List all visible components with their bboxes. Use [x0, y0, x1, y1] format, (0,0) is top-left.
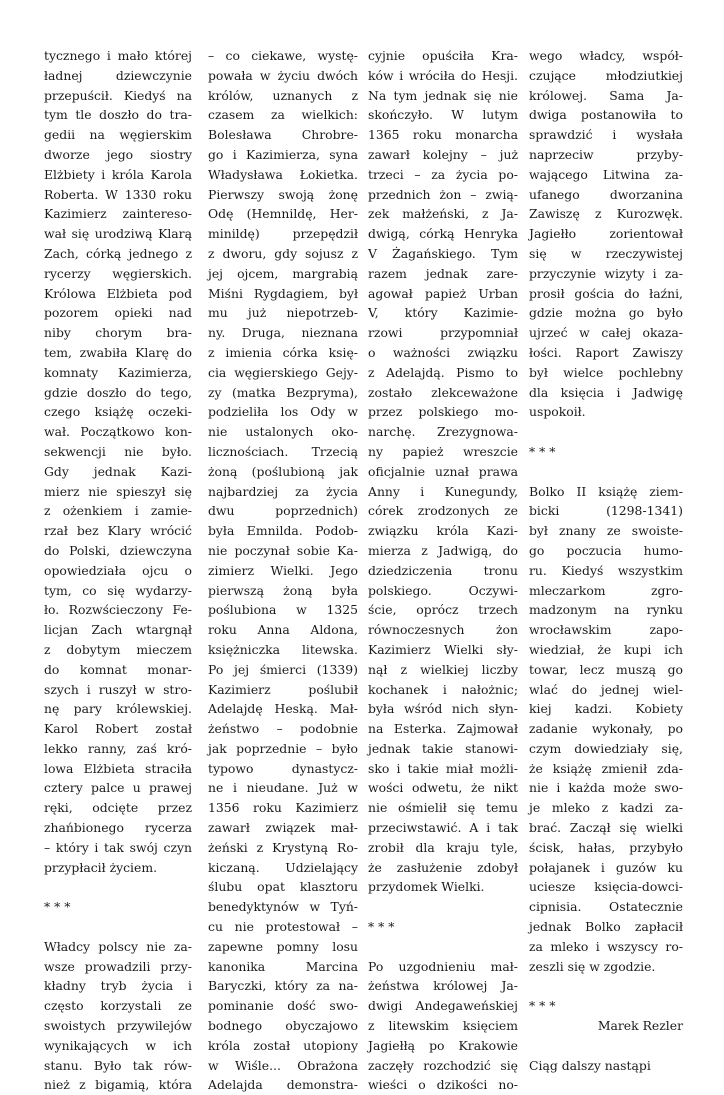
text-line: cyjnie opuściła Kra-: [368, 48, 518, 63]
text-line: komnaty Kazimierza,: [44, 364, 192, 380]
text-line: łości. Raport Zawiszy: [529, 344, 683, 360]
text-line: tym, co się wydarzy-: [44, 582, 192, 598]
text-line: Miśni Rygdagiem, był: [208, 285, 358, 301]
text-line: pominanie dość swo-: [208, 998, 358, 1014]
text-line: zadanie wykonały, po: [529, 721, 683, 737]
text-line: opowiedziała ojcu o: [44, 562, 192, 578]
text-line: z imienia córka księ-: [208, 344, 358, 360]
text-line: – co ciekawe, wystę-: [208, 48, 358, 63]
text-line: żeństwo – podobnie: [208, 721, 358, 737]
text-line: nie ośmielił się temu: [368, 800, 518, 816]
text-line: z dworu, gdy sojusz z: [208, 245, 358, 261]
text-line: roku Anna Aldona,: [208, 622, 358, 638]
text-line: przyczynie wizyty i za-: [529, 265, 683, 281]
text-line: dziedziczenia tronu: [368, 562, 518, 578]
text-line: narchę. Zrezygnowa-: [368, 424, 518, 440]
text-line: je mleko z kadzi za-: [529, 800, 683, 816]
text-line: mu już niepotrzeb-: [208, 305, 358, 321]
text-line: nę pary królewskiej.: [44, 701, 192, 717]
text-line: ny. Druga, nieznana: [208, 325, 358, 341]
text-line: ręki, odcięte przez: [44, 800, 192, 816]
text-line: Odę (Hemnildę, Her-: [208, 206, 358, 222]
text-line: V, który Kazimie-: [368, 305, 518, 321]
text-line: 1356 roku Kazimierz: [208, 800, 358, 816]
text-line: przednich żon – zwią-: [368, 186, 518, 202]
text-line: Władcy polscy nie za-: [44, 938, 192, 954]
author-signature: Marek Rezler: [597, 1018, 683, 1034]
text-line: tym tle doszło do tra-: [44, 107, 192, 123]
text-line: często korzystali ze: [44, 998, 192, 1014]
text-line: z dobytym mieczem: [44, 641, 192, 657]
text-line: V Żagańskiego. Tym: [368, 245, 518, 261]
text-line: dworze jego siostry: [44, 146, 192, 162]
text-line: powała w życiu dwóch: [208, 67, 358, 83]
text-line: tycznego i mało której: [44, 48, 192, 63]
text-line: wającego Litwina za-: [529, 166, 683, 182]
text-line: zek małżeński, z Ja-: [368, 206, 518, 222]
text-line: mleczarkom zgro-: [529, 582, 683, 598]
text-line: pozorem opieki nad: [44, 305, 192, 321]
text-line: wsze prowadzili przy-: [44, 958, 192, 974]
text-line: była Emnilda. Podob-: [208, 523, 358, 539]
text-line: dwigą, córką Henryka: [368, 226, 518, 242]
section-separator: * * *: [529, 443, 556, 459]
text-line: czego książę oczeki-: [44, 404, 192, 420]
text-line: Baryczki, który za na-: [208, 978, 358, 994]
text-line: ufanego dworzanina: [529, 186, 683, 202]
text-line: Adelajdę Heską. Mał-: [208, 701, 358, 717]
text-line: ło. Rozwścieczony Fe-: [44, 602, 192, 618]
text-line: Królowa Elżbieta pod: [44, 285, 192, 301]
text-line: cipnisia. Ostatecznie: [529, 899, 683, 915]
text-line: bicki (1298-1341): [529, 503, 683, 519]
text-line: oficjalnie uznał prawa: [368, 463, 518, 479]
text-line: królowej. Sama Ja-: [529, 87, 683, 103]
paragraph-gap: [529, 1036, 683, 1056]
text-line: typowo dynastycz-: [208, 760, 358, 776]
text-line: kanonika Marcina: [208, 958, 358, 974]
text-line: rycerzy węgierskich.: [44, 265, 192, 281]
text-line: tem, zwabiła Klarę do: [44, 344, 192, 360]
text-line: przydomek Wielki.: [368, 879, 485, 895]
text-line: księżniczka litewska.: [208, 641, 358, 657]
text-column-3: [368, 46, 518, 1095]
text-line: sekwencji nie było.: [44, 443, 192, 459]
text-line: uspokoił.: [529, 404, 586, 420]
text-line: pierwszą żoną była: [208, 582, 358, 598]
text-line: ny papież wreszcie: [368, 443, 518, 459]
text-column-2: [208, 46, 358, 1095]
text-line: był znany ze swoiste-: [529, 523, 683, 539]
text-line: ście, oprócz trzech: [368, 602, 518, 618]
text-line: go i Kazimierza, syna: [208, 146, 358, 162]
text-line: kładny tryb życia i: [44, 978, 192, 994]
text-line: jednak takie stanowi-: [368, 740, 518, 756]
text-line: brać. Zaczął się wielki: [529, 820, 683, 836]
text-line: prosił gościa do łaźni,: [529, 285, 683, 301]
text-line: z Adelajdą. Pismo to: [368, 364, 518, 380]
text-line: króla został utopiony: [208, 1037, 358, 1053]
text-line: zostało zlekceważone: [368, 384, 518, 400]
text-line: madzonym na rynku: [529, 602, 683, 618]
text-line: nął z wielkiej liczby: [368, 661, 518, 677]
text-line: żeństwa królowej Ja-: [368, 978, 518, 994]
text-line: naprzeciw przyby-: [529, 146, 683, 162]
text-line: Po jej śmierci (1339): [208, 661, 358, 677]
text-line: kochanek i nałożnic;: [368, 681, 518, 697]
text-line: licjan Zach wtargnął: [44, 622, 192, 638]
text-line: równoczesnych żon: [368, 622, 518, 638]
text-line: stanu. Było tak rów-: [44, 1057, 192, 1073]
text-line: wał. Początkowo kon-: [44, 424, 192, 440]
text-line: gdzie doszło do tego,: [44, 384, 192, 400]
text-line: wynikających w ich: [44, 1037, 192, 1053]
text-line: zimierz Wielki. Jego: [208, 562, 358, 578]
text-line: ładnej dziewczynie: [44, 67, 192, 83]
paragraph-gap: [529, 976, 683, 996]
text-line: kiej kadzi. Kobiety: [529, 701, 683, 717]
text-line: Adelajda demonstra-: [208, 1077, 358, 1093]
text-line: że książę zmienił zda-: [529, 760, 683, 776]
text-line: Jagiełło zorientował: [529, 226, 683, 242]
text-line: przez polskiego mo-: [368, 404, 518, 420]
text-line: gedii na węgierskim: [44, 127, 192, 143]
text-line: był wielce pochlebny: [529, 364, 683, 380]
text-line: czasem za wielkich:: [208, 107, 358, 123]
text-line: zawarł związek mał-: [208, 820, 358, 836]
text-line: zawarł kolejny – już: [368, 146, 518, 162]
text-line: za mleko i wszyscy ro-: [529, 938, 683, 954]
text-line: ków i wróciła do Hesji.: [368, 67, 518, 83]
text-line: wrocławskim zapo-: [529, 622, 683, 638]
text-line: córek zrodzonych ze: [368, 503, 518, 519]
text-line: ścisk, hałas, przybyło: [529, 839, 683, 855]
section-separator: * * *: [44, 899, 71, 915]
text-line: szych i ruszył w stro-: [44, 681, 192, 697]
text-line: – który i tak swój czyn: [44, 839, 192, 855]
text-line: zeszli się w zgodzie.: [529, 958, 656, 974]
text-line: gdzie można go było: [529, 305, 683, 321]
text-line: wiedział, że kupi ich: [529, 641, 683, 657]
text-line: poślubiona w 1325: [208, 602, 358, 618]
text-line: Bolesława Chrobre-: [208, 127, 358, 143]
paragraph-gap: [529, 462, 683, 482]
text-line: Kazimierz zaintereso-: [44, 206, 192, 222]
paragraph-gap: [44, 877, 192, 897]
text-line: przypłacił życiem.: [44, 859, 158, 875]
text-line: przeciwstawić. A i tak: [368, 820, 518, 836]
text-line: królów, uznanych z: [208, 87, 358, 103]
text-line: ślubu opat klasztoru: [208, 879, 358, 895]
text-line: sko i takie miał możli-: [368, 760, 518, 776]
text-line: jej ojcem, margrabią: [208, 265, 358, 281]
text-line: zrobił dla kraju tyle,: [368, 839, 518, 855]
text-line: licznościach. Trzecią: [208, 443, 358, 459]
text-line: towar, lecz muszą go: [529, 661, 683, 677]
text-line: ru. Kiedyś wszystkim: [529, 562, 683, 578]
text-line: Anny i Kunegundy,: [368, 483, 518, 499]
text-line: minildę) przepędził: [208, 226, 358, 242]
text-line: Pierwszy swoją żonę: [208, 186, 358, 202]
text-line: dwiga postanowiła to: [529, 107, 683, 123]
text-line: rzowi przypomniał: [368, 325, 518, 341]
text-line: się w rzeczywistej: [529, 245, 683, 261]
text-line: wego władcy, współ-: [529, 48, 683, 63]
text-line: o ważności związku: [368, 344, 518, 360]
text-line: jednak Bolko zapłacił: [529, 919, 683, 935]
text-line: dla księcia i Jadwigę: [529, 384, 683, 400]
text-line: mierz nie spieszył się: [44, 483, 192, 499]
text-line: nie i każda może swo-: [529, 780, 683, 796]
text-line: Gdy jednak Kazi-: [44, 463, 192, 479]
text-line: uciesze księcia-dowci-: [529, 879, 683, 895]
text-line: ujrzeć w całej okaza-: [529, 325, 683, 341]
text-line: z ożenkiem i zamie-: [44, 503, 192, 519]
text-line: Władysława Łokietka.: [208, 166, 358, 182]
text-line: związku króla Kazi-: [368, 523, 518, 539]
text-line: czym dowiedziały się,: [529, 740, 683, 756]
text-column-4: [529, 46, 683, 1075]
text-line: że zasłużenie zdobył: [368, 859, 518, 875]
text-line: kiczaną. Udzielający: [208, 859, 358, 875]
text-line: do Polski, dziewczyna: [44, 542, 192, 558]
text-line: najbardziej za życia: [208, 483, 358, 499]
section-separator: * * *: [368, 919, 395, 935]
text-line: rzał bez Klary wrócić: [44, 523, 192, 539]
section-separator: * * *: [529, 998, 556, 1014]
text-line: żeński z Krystyną Ro-: [208, 839, 358, 855]
text-line: go poczucia humo-: [529, 542, 683, 558]
text-line: Elżbiety i króla Karola: [44, 166, 192, 182]
text-line: swoistych przywilejów: [44, 1018, 192, 1034]
text-line: Bolko II książę ziem-: [529, 483, 683, 499]
text-line: lekko ranny, zaś kró-: [44, 740, 192, 756]
paragraph-gap: [368, 897, 518, 917]
text-line: sprawdzić i wysłała: [529, 127, 683, 143]
text-line: cu nie protestował –: [208, 919, 358, 935]
text-line: do komnat monar-: [44, 661, 192, 677]
text-line: Karol Robert został: [44, 721, 192, 737]
text-line: niby chorym bra-: [44, 325, 192, 341]
text-line: dwigi Andegaweńskiej: [368, 998, 518, 1014]
text-line: zhańbionego rycerza: [44, 820, 192, 836]
text-line: była wśród nich słyn-: [368, 701, 518, 717]
paragraph-gap: [529, 422, 683, 442]
text-line: zapewne pomny losu: [208, 938, 358, 954]
text-line: Kazimierz poślubił: [208, 681, 358, 697]
text-line: 1365 roku monarcha: [368, 127, 518, 143]
text-line: cztery palce u prawej: [44, 780, 192, 796]
text-line: Jagiełłą po Krakowie: [368, 1037, 518, 1053]
text-line: nie ustalonych oko-: [208, 424, 358, 440]
text-line: jak poprzednie – było: [208, 740, 358, 756]
text-line: w Wiśle... Obrażona: [208, 1057, 358, 1073]
text-line: dwu poprzednich): [208, 503, 358, 519]
text-line: Kazimierz Wielki sły-: [368, 641, 518, 657]
text-line: wości odwetu, że nikt: [368, 780, 518, 796]
text-line: agował papież Urban: [368, 285, 518, 301]
text-line: lowa Elżbieta straciła: [44, 760, 192, 776]
text-line: ne i nieudane. Już w: [208, 780, 358, 796]
text-line: nież z bigamią, która: [44, 1077, 192, 1093]
text-line: Ciąg dalszy nastąpi: [529, 1057, 651, 1073]
text-line: przepuścił. Kiedyś na: [44, 87, 192, 103]
text-line: żoną (poślubioną jak: [208, 463, 358, 479]
text-line: zy (matka Bezpryma),: [208, 384, 358, 400]
text-line: zaczęły rozchodzić się: [368, 1057, 518, 1073]
text-line: cia węgierskiego Gejy-: [208, 364, 358, 380]
text-line: Po uzgodnieniu mał-: [368, 958, 518, 974]
text-line: wlać do jednej wiel-: [529, 681, 683, 697]
text-line: bodnego obyczajowo: [208, 1018, 358, 1034]
text-line: skończyło. W lutym: [368, 107, 518, 123]
text-line: czujące młodziutkiej: [529, 67, 683, 83]
text-line: z litewskim księciem: [368, 1018, 518, 1034]
text-line: nie poczynał sobie Ka-: [208, 542, 358, 558]
text-line: Zawiszę z Kurozwęk.: [529, 206, 683, 222]
text-line: Roberta. W 1330 roku: [44, 186, 192, 202]
text-line: razem jednak zare-: [368, 265, 518, 281]
text-line: polskiego. Oczywi-: [368, 582, 518, 598]
text-line: benedyktynów w Tyń-: [208, 899, 358, 915]
text-line: wieści o dzikości no-: [368, 1077, 518, 1093]
text-line: wał się urodziwą Klarą: [44, 226, 192, 242]
text-line: połajanek i guzów ku: [529, 859, 683, 875]
text-line: mierza z Jadwigą, do: [368, 542, 518, 558]
paragraph-gap: [368, 937, 518, 957]
text-line: trzeci – za życia po-: [368, 166, 518, 182]
text-line: podzieliła los Ody w: [208, 404, 358, 420]
text-line: Na tym jednak się nie: [368, 87, 518, 103]
paragraph-gap: [44, 917, 192, 937]
text-line: na Esterka. Zajmował: [368, 721, 518, 737]
text-column-1: [44, 46, 192, 1095]
text-line: Zach, córką jednego z: [44, 245, 192, 261]
